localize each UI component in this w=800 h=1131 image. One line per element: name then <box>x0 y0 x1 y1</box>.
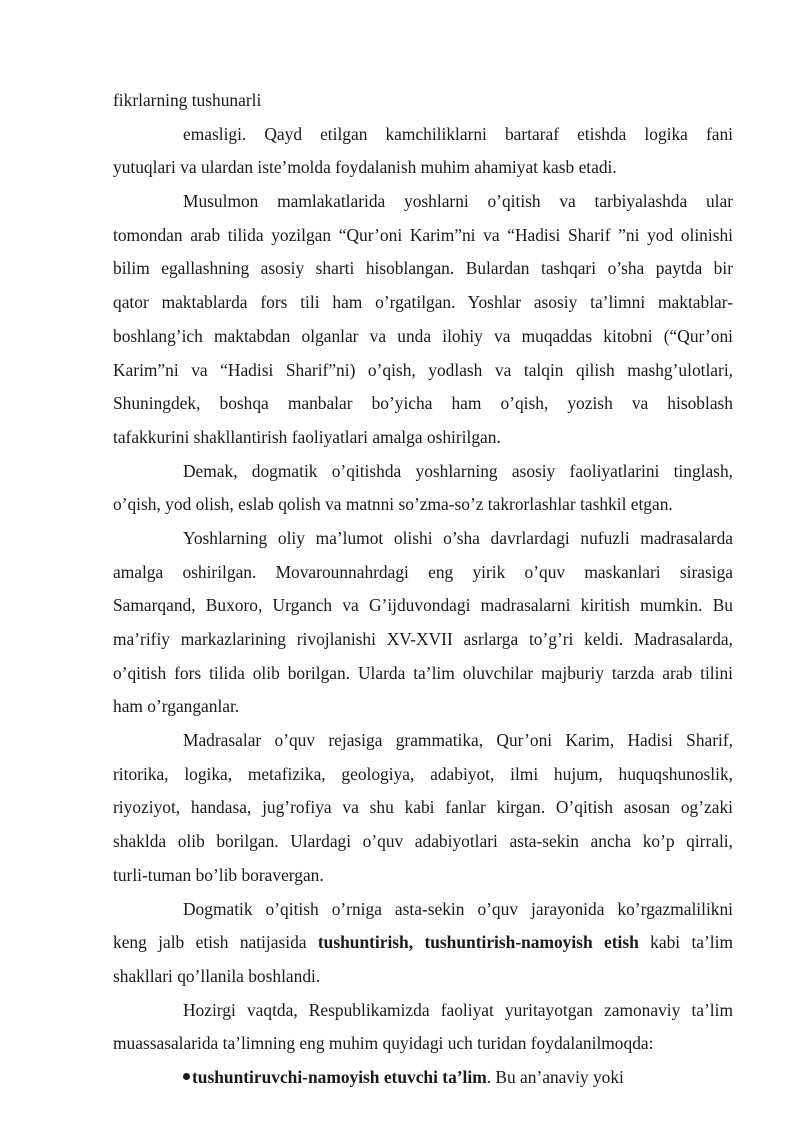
text-line: Yoshlarning oliy ma’lumot olishi o’sha davrlardagi nufuzli madrasalarda <box>183 527 733 548</box>
text-line: boshlang’ich maktabdan olganlar va unda ilohiy va muqaddas kitobni (“Qur’oni <box>113 325 733 346</box>
text-line: Shuningdek, boshqa manbalar bo’yicha ham o’qish, yozish va hisoblash <box>113 393 733 414</box>
text-line: tomondan arab tilida yozilgan “Qur’oni Karim”ni va “Hadisi Sharif ”ni yod olinishi <box>113 224 733 245</box>
body-text-block-1 <box>113 84 733 926</box>
text-line: qator maktablarda fors tili ham o’rgatilgan. Yoshlar asosiy ta’limni maktablar- <box>113 292 733 313</box>
bold-phrase-line: keng jalb etish natijasida tushuntirish, tushuntirish-namoyish etish kabi ta’lim <box>113 932 734 953</box>
text-line: ritorika, logika, metafizika, geologiya, adabiyot, ilmi hujum, huquqshunoslik, <box>113 763 733 784</box>
text-line: Dogmatik o’qitish o’rniga asta-sekin o’quv jarayonida ko’rgazmalilikni <box>183 898 733 919</box>
text-line: ham o’rganganlar. <box>113 696 240 717</box>
text-line: amalga oshirilgan. Movarounnahrdagi eng yirik o’quv maskanlari sirasiga <box>113 561 733 582</box>
text-line: fikrlarning tushunarli <box>113 90 262 110</box>
bullet-item-bold: tushuntiruvchi-namoyish etuvchi ta’lim <box>192 1066 487 1087</box>
text-line: riyoziyot, handasa, jug’rofiya va shu kabi fanlar kirgan. O’qitish asosan og’zaki <box>113 797 733 818</box>
text-line: yutuqlari va ulardan iste’molda foydalanish muhim ahamiyat kasb etadi. <box>113 157 617 178</box>
text-line: ma’rifiy markazlarining rivojlanishi XV-XVII asrlarga to’g’ri keldi. Madrasalarda, <box>113 629 733 649</box>
text-line: tafakkurini shakllantirish faoliyatlari amalga oshirilgan. <box>113 426 501 447</box>
bullet-item <box>113 1061 733 1095</box>
text-line: o’qitish fors tilida olib borilgan. Ularda ta’lim oluvchilar majburiy tarzda arab tilini <box>113 662 733 683</box>
text-line: o’qish, yod olish, eslab qolish va matnni so’zma-so’z takrorlashlar tashkil etgan. <box>113 494 673 515</box>
text-line: bilim egallashning asosiy sharti hisoblangan. Bulardan tashqari o’sha paytda bir <box>113 258 733 279</box>
body-text-block-2 <box>113 960 733 1061</box>
text-line: Madrasalar o’quv rejasiga grammatika, Qur’oni Karim, Hadisi Sharif, <box>183 730 733 751</box>
bullet-item-rest: . Bu an’anaviy yoki <box>486 1066 624 1087</box>
text-line: Musulmon mamlakatlarida yoshlarni o’qitish va tarbiyalashda ular <box>183 191 733 212</box>
text-line: Demak, dogmatik o’qitishda yoshlarning asosiy faoliyatlarini tinglash, <box>183 460 733 481</box>
text-line: turli-tuman bo’lib boravergan. <box>113 864 324 885</box>
bold-phrase: tushuntirish, tushuntirish-namoyish etish <box>317 932 639 953</box>
bullet-icon <box>183 1073 190 1080</box>
text-line: Karim”ni va “Hadisi Sharif”ni) o’qish, yodlash va talqin qilish mashg’ulotlari, <box>113 359 733 380</box>
text-line: shakllari qo’llanila boshlandi. <box>113 965 321 986</box>
text-line: Hozirgi vaqtda, Respublikamizda faoliyat yuritayotgan zamonaviy ta’lim <box>183 999 733 1020</box>
document-page <box>113 84 733 1095</box>
text-line: emasligi. Qayd etilgan kamchiliklarni bartaraf etishda logika fani <box>183 123 733 144</box>
text-line: shaklda olib borilgan. Ulardagi o’quv adabiyotlari asta-sekin ancha ko’p qirrali, <box>113 831 733 852</box>
text-line: Samarqand, Buxoro, Urganch va G’ijduvondagi madrasalarni kiritish mumkin. Bu <box>113 595 733 616</box>
text-line: muassasalarida ta’limning eng muhim quyidagi uch turidan foydalanilmoqda: <box>113 1033 654 1054</box>
